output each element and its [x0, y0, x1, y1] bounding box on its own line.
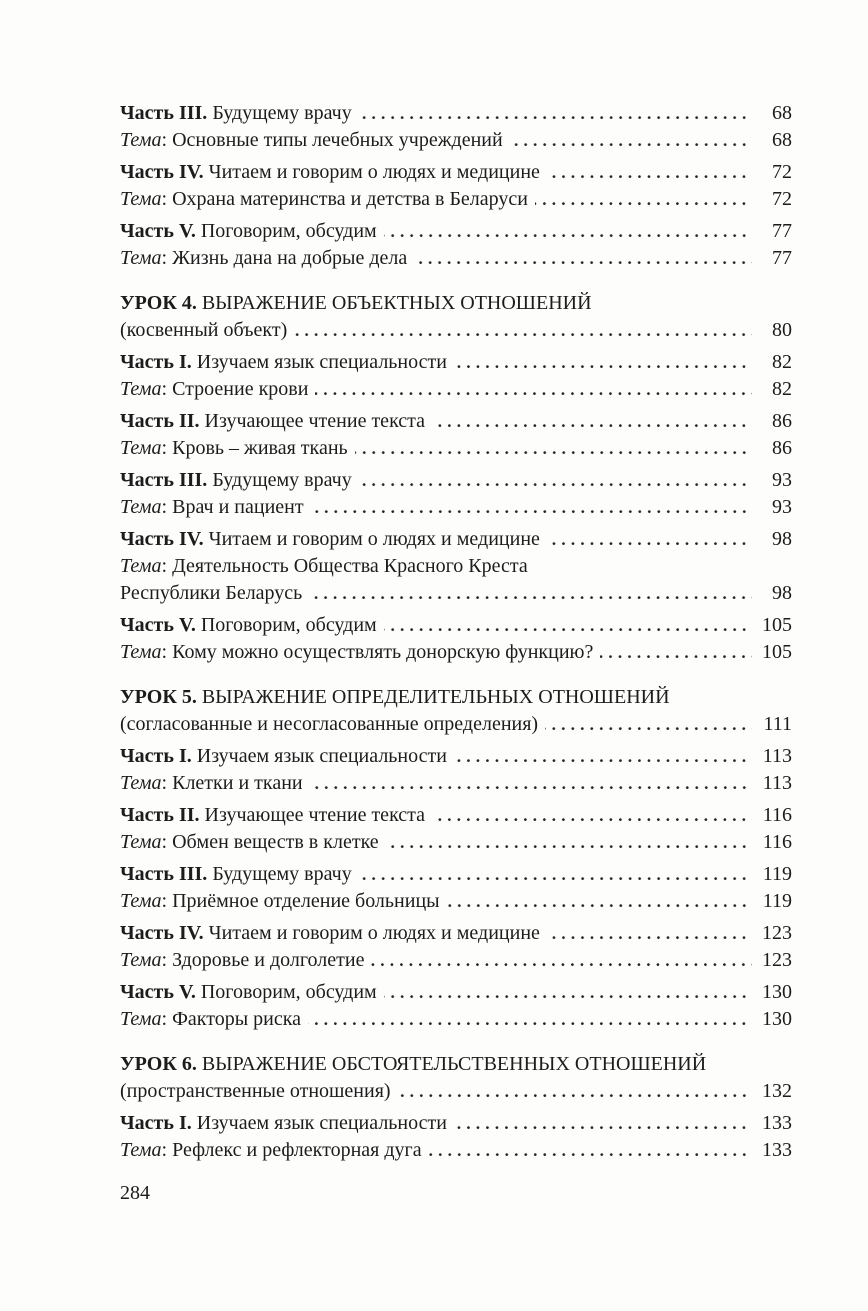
toc-entry-part [120, 612, 792, 639]
part-label: Часть IV. [120, 161, 204, 183]
dot-leader [359, 115, 752, 119]
toc-entry-tema [120, 1006, 792, 1033]
toc-entry-part [120, 1110, 792, 1137]
part-title: Поговорим, обсудим [200, 220, 377, 242]
lesson-subtitle-line [120, 317, 792, 344]
dot-leader [398, 1093, 752, 1097]
toc-entry-tema [120, 770, 792, 797]
dot-leader [547, 174, 752, 178]
toc-entry-tema [120, 376, 792, 403]
tema-title: Рефлекс и рефлекторная дуга [172, 1139, 422, 1161]
tema-label: Тема [120, 949, 162, 971]
toc-entry-tema [120, 639, 792, 666]
lesson-subtitle: (косвенный объект) [120, 319, 288, 341]
tema-separator: : [161, 378, 173, 400]
dot-leader [545, 726, 752, 730]
part-label: Часть IV. [120, 528, 204, 550]
toc-entry-part [120, 159, 792, 186]
toc-entry-tema [120, 1137, 792, 1164]
dot-leader [454, 364, 752, 368]
toc-entry-tema [120, 888, 792, 915]
dot-leader [510, 142, 752, 146]
toc-entry-part [120, 467, 792, 494]
part-title: Изучаем язык специальности [196, 1112, 447, 1134]
lesson-title-line [120, 1051, 792, 1078]
tema-separator: : [161, 1008, 173, 1030]
page-ref: 98 [772, 528, 792, 550]
tema-label: Тема [120, 641, 162, 663]
tema-separator: : [161, 890, 173, 912]
part-label: Часть I. [120, 1112, 192, 1134]
tema-separator: : [161, 1139, 173, 1161]
toc-entry-lesson [120, 684, 792, 738]
page-ref: 82 [772, 351, 792, 373]
page-ref: 111 [763, 713, 792, 735]
tema-separator: : [161, 641, 173, 663]
page-ref: 132 [762, 1080, 792, 1102]
tema-title: Строение крови [172, 378, 309, 400]
dot-leader [384, 233, 752, 237]
part-title: Изучающее чтение текста [204, 804, 426, 826]
part-label: Часть V. [120, 981, 196, 1003]
dot-leader [535, 201, 752, 205]
part-title: Читаем и говорим о людях и медицине [208, 528, 540, 550]
dot-leader [371, 962, 752, 966]
lesson-title: ВЫРАЖЕНИЕ ОБСТОЯТЕЛЬСТВЕННЫХ ОТНОШЕНИЙ [201, 1053, 707, 1075]
toc-entry-part [120, 408, 792, 435]
page-ref: 98 [772, 582, 792, 604]
tema-separator: : [161, 772, 173, 794]
tema-separator: : [161, 496, 173, 518]
page-ref: 82 [772, 378, 792, 400]
tema-title: Кровь – живая ткань [172, 437, 348, 459]
dot-leader [309, 595, 752, 599]
part-label: Часть I. [120, 745, 192, 767]
page-ref: 123 [762, 922, 792, 944]
lesson-label: УРОК 4. [120, 292, 197, 314]
lesson-title-line [120, 290, 792, 317]
tema-title: Обмен веществ в клетке [172, 831, 379, 853]
toc-entry-part [120, 979, 792, 1006]
tema-title: Факторы риска [172, 1008, 302, 1030]
toc-entry-lesson [120, 1051, 792, 1105]
tema-label: Тема [120, 831, 162, 853]
page-ref: 86 [772, 437, 792, 459]
toc-entry-part [120, 802, 792, 829]
page-ref: 77 [772, 220, 792, 242]
page-ref: 80 [772, 319, 792, 341]
tema-title: Кому можно осуществлять донорскую функцию? [172, 641, 594, 663]
part-title: Будущему врачу [212, 102, 352, 124]
part-title: Изучаем язык специальности [196, 351, 447, 373]
dot-leader [311, 509, 752, 513]
part-label: Часть III. [120, 863, 208, 885]
tema-label: Тема [120, 437, 162, 459]
tema-separator: : [161, 129, 173, 151]
tema-separator: : [161, 555, 173, 577]
dot-leader [308, 1021, 752, 1025]
dot-leader [547, 541, 752, 545]
tema-separator: : [161, 831, 173, 853]
part-title: Будущему врачу [212, 469, 352, 491]
part-title: Изучаем язык специальности [196, 745, 447, 767]
dot-leader [429, 1152, 752, 1156]
toc-entry-part [120, 100, 792, 127]
tema-title: Врач и пациент [172, 496, 304, 518]
dot-leader [355, 450, 752, 454]
toc-entry-part [120, 218, 792, 245]
page-ref: 93 [772, 469, 792, 491]
dot-leader [547, 935, 752, 939]
toc-entry-part [120, 920, 792, 947]
tema-label: Тема [120, 890, 162, 912]
toc-entry-tema [120, 553, 792, 607]
page-ref: 105 [762, 641, 792, 663]
page-ref: 77 [772, 247, 792, 269]
part-label: Часть II. [120, 804, 200, 826]
tema-title: Охрана материнства и детства в Беларуси [172, 188, 528, 210]
tema-separator: : [161, 437, 173, 459]
page-ref: 93 [772, 496, 792, 518]
tema-title: Жизнь дана на добрые дела [172, 247, 408, 269]
lesson-title: ВЫРАЖЕНИЕ ОПРЕДЕЛИТЕЛЬНЫХ ОТНОШЕНИЙ [201, 686, 670, 708]
tema-label: Тема [120, 188, 162, 210]
toc-entry-part [120, 349, 792, 376]
dot-leader [359, 482, 752, 486]
part-title: Читаем и говорим о людях и медицине [208, 161, 540, 183]
page-ref: 105 [762, 614, 792, 636]
tema-label: Тема [120, 129, 162, 151]
page-ref: 123 [762, 949, 792, 971]
lesson-label: УРОК 5. [120, 686, 197, 708]
part-label: Часть V. [120, 614, 196, 636]
page-number: 284 [120, 1182, 150, 1204]
lesson-title: ВЫРАЖЕНИЕ ОБЪЕКТНЫХ ОТНОШЕНИЙ [201, 292, 592, 314]
page-ref: 86 [772, 410, 792, 432]
tema-label: Тема [120, 1008, 162, 1030]
tema-title: Здоровье и долголетие [172, 949, 365, 971]
lesson-subtitle: (пространственные отношения) [120, 1080, 391, 1102]
tema-separator: : [161, 247, 173, 269]
tema-title: Основные типы лечебных учреждений [172, 129, 503, 151]
part-label: Часть V. [120, 220, 196, 242]
dot-leader [414, 260, 752, 264]
toc-entry-part [120, 743, 792, 770]
dot-leader [432, 817, 752, 821]
part-title: Изучающее чтение текста [204, 410, 426, 432]
dot-leader [294, 332, 752, 336]
part-label: Часть III. [120, 102, 208, 124]
tema-label: Тема [120, 555, 162, 577]
tema-label: Тема [120, 496, 162, 518]
tema-separator: : [161, 949, 173, 971]
toc-entry-part [120, 526, 792, 553]
tema-label: Тема [120, 1139, 162, 1161]
toc-entry-tema [120, 127, 792, 154]
tema-label: Тема [120, 378, 162, 400]
toc-entry-part [120, 861, 792, 888]
toc-entry-tema [120, 435, 792, 462]
page-ref: 119 [762, 890, 792, 912]
dot-leader [384, 627, 752, 631]
lesson-title-line [120, 684, 792, 711]
toc-entry-tema [120, 829, 792, 856]
dot-leader [454, 758, 752, 762]
table-of-contents [120, 100, 792, 1164]
dot-leader [600, 654, 752, 658]
dot-leader [386, 844, 752, 848]
page-ref: 130 [762, 981, 792, 1003]
tema-title-cont: Республики Беларусь [120, 582, 303, 604]
part-title: Читаем и говорим о людях и медицине [208, 922, 540, 944]
page-ref: 133 [762, 1112, 792, 1134]
dot-leader [315, 391, 752, 395]
tema-label: Тема [120, 247, 162, 269]
page-ref: 130 [762, 1008, 792, 1030]
lesson-label: УРОК 6. [120, 1053, 197, 1075]
toc-entry-lesson [120, 290, 792, 344]
dot-leader [384, 994, 752, 998]
part-title: Поговорим, обсудим [200, 981, 377, 1003]
part-label: Часть II. [120, 410, 200, 432]
page-ref: 72 [772, 188, 792, 210]
part-title: Поговорим, обсудим [200, 614, 377, 636]
part-label: Часть I. [120, 351, 192, 373]
lesson-subtitle-line [120, 1078, 792, 1105]
page-footer [120, 1180, 792, 1207]
dot-leader [454, 1125, 752, 1129]
dot-leader [432, 423, 752, 427]
lesson-subtitle: (согласованные и несогласованные определения) [120, 713, 539, 735]
lesson-subtitle-line [120, 711, 792, 738]
tema-label: Тема [120, 772, 162, 794]
toc-entry-tema [120, 186, 792, 213]
part-title: Будущему врачу [212, 863, 352, 885]
toc-entry-tema [120, 947, 792, 974]
toc-entry-tema [120, 494, 792, 521]
tema-title: Деятельность Общества Красного Креста [172, 555, 528, 577]
page-ref: 68 [772, 102, 792, 124]
tema-separator: : [161, 188, 173, 210]
tema-title: Приёмное отделение больницы [172, 890, 440, 912]
page-ref: 119 [762, 863, 792, 885]
page-ref: 68 [772, 129, 792, 151]
page-ref: 116 [762, 804, 792, 826]
part-label: Часть III. [120, 469, 208, 491]
page-ref: 113 [762, 745, 792, 767]
toc-entry-tema [120, 245, 792, 272]
page-ref: 72 [772, 161, 792, 183]
dot-leader [310, 785, 752, 789]
part-label: Часть IV. [120, 922, 204, 944]
dot-leader [447, 903, 752, 907]
page-ref: 116 [762, 831, 792, 853]
tema-continuation-line [120, 580, 792, 607]
tema-title: Клетки и ткани [172, 772, 303, 794]
page-ref: 133 [762, 1139, 792, 1161]
page-ref: 113 [762, 772, 792, 794]
dot-leader [359, 876, 752, 880]
